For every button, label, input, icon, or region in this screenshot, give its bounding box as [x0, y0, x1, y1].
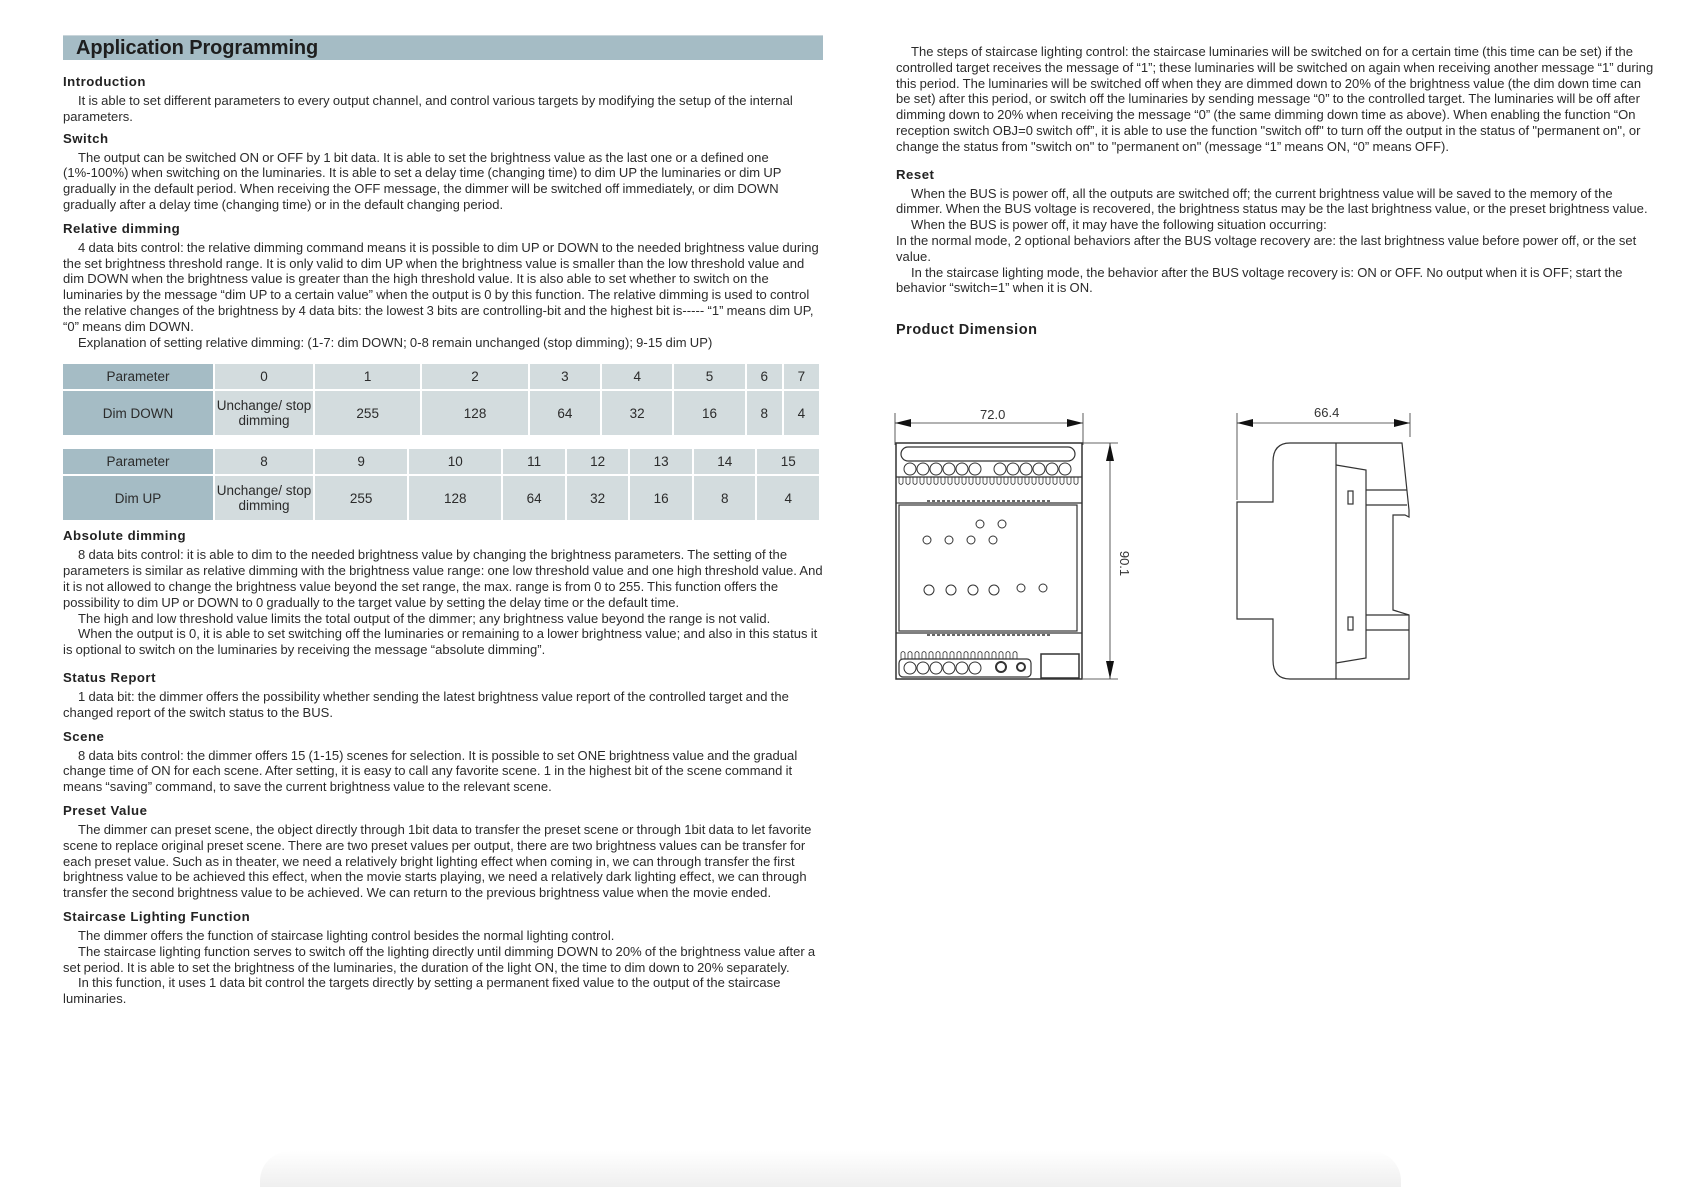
- table-cell: 7: [784, 364, 819, 389]
- table-cell: Parameter: [63, 449, 213, 474]
- section-heading: Scene: [63, 728, 105, 744]
- table-cell: 128: [409, 476, 501, 520]
- section-heading: Absolute dimming: [63, 528, 187, 544]
- front-width-label: 72.0: [980, 407, 1006, 422]
- right-column: [896, 44, 1656, 338]
- section-staircase-lighting: [63, 909, 823, 1007]
- paragraph: The dimmer offers the function of staircase lighting control besides the normal lighting control.: [78, 927, 615, 943]
- table-cell: 16: [674, 391, 744, 435]
- section-heading: Staircase Lighting Function: [63, 908, 251, 924]
- table-cell: 4: [757, 476, 819, 520]
- table-cell: 64: [503, 476, 565, 520]
- table-cell: Parameter: [63, 364, 213, 389]
- table-row: [63, 364, 819, 389]
- table-row: [63, 449, 819, 474]
- relative-dimming-tables: [63, 362, 823, 522]
- table-cell: 9: [315, 449, 407, 474]
- paragraph: When the BUS is power off, all the outputs are switched off; the current brightness value will be saved to the memory of the dimmer. When the BUS voltage is recovered, the brightness status may be the last brightness value, or the preset brightness value.: [896, 185, 1648, 217]
- table-cell: 13: [630, 449, 692, 474]
- section-relative-dimming: [63, 221, 823, 351]
- table-cell: 32: [567, 476, 629, 520]
- section-switch: [63, 131, 823, 213]
- table-cell: 5: [674, 364, 744, 389]
- table-cell: 8: [215, 449, 313, 474]
- table-cell: Dim DOWN: [63, 391, 213, 435]
- section-preset-value: [63, 803, 823, 901]
- table-cell: 1: [315, 364, 420, 389]
- section-heading: Relative dimming: [63, 220, 181, 236]
- paragraph: In the normal mode, 2 optional behaviors after the BUS voltage recovery are: the last brightness value before power off, or the set value.: [896, 232, 1637, 264]
- table-cell: 255: [315, 476, 407, 520]
- side-view-drawing: [1235, 405, 1435, 685]
- page-shadow: [260, 1151, 1401, 1187]
- paragraph: 8 data bits control: the dimmer offers 15 (1-15) scenes for selection. It is possible to set ONE brightness value and the gradual change time of ON for each scene. After setting, it is easy to call any favorite scene. 1 in the highest bit of the scene command it means “saving” command, to save the current brightness value to the relevant scene.: [63, 747, 798, 795]
- paragraph: In the staircase lighting mode, the behavior after the BUS voltage recovery is: ON or OFF. No output when it is OFF; start the behavior “switch=1” when it is ON.: [896, 264, 1623, 296]
- dim-up-table: [61, 447, 821, 522]
- paragraph: 8 data bits control: it is able to dim to the needed brightness value by changing the brightness parameters. The setting of the parameters is similar as relative dimming with the brightness value range: one low threshold value and one high threshold value. And it is not allowed to change the brightness value beyond the set range, the max. range is from 0 to 255. This function offers the possibility to dim UP or DOWN to 0 gradually to the target value by setting the delay time or the default time.: [63, 547, 823, 610]
- table-cell: 4: [602, 364, 672, 389]
- paragraph: The dimmer can preset scene, the object directly through 1bit data to transfer the preset scene or through 1bit data to let favorite scene to replace original preset scene. There are two preset values per output, there are two brightness values can be transfer for each preset value. Such as in theater, we need a relatively bright lighting effect when coming in, we can through transfer the first brightness value to be achieved this effect, when the movie starts playing, we need a relatively dark lighting effect, we can through transfer the second brightness value to be achieved. We can return to the previous brightness value when the movie ended.: [63, 821, 812, 901]
- table-row: [63, 391, 819, 435]
- table-cell: 4: [784, 391, 819, 435]
- table-cell: 64: [530, 391, 600, 435]
- section-heading: Product Dimension: [896, 322, 1038, 339]
- paragraph: The high and low threshold value limits the total output of the dimmer; any brightness value beyond the range is not valid.: [78, 610, 771, 626]
- table-cell: 0: [215, 364, 313, 389]
- table-cell: 6: [747, 364, 782, 389]
- paragraph: The steps of staircase lighting control: the staircase luminaries will be switched on for a certain time (this time can be set) if the controlled target receives the message of “1”; these luminaries will be switched on again when receiving another message “1” during this period. The luminaries will be switched off when they are dimmed down to 20% of the brightness value (the dim down time can be set) after this period, or switch off the luminaries by sending message “0” to the controlled target. The luminaries will be off after dimming down to 20% when receiving the message “0” (the same dimming down time as above). When enabling the function “On reception switch OBJ=0 switch off”, it is able to use the function "switch off" to turn off the output in the status of "permanent on", or change the status from "switch on" to "permanent on" (message “1” means ON, “0” means OFF).: [896, 44, 1654, 154]
- section-introduction: [63, 74, 823, 125]
- table-cell: Dim UP: [63, 476, 213, 520]
- table-cell: 255: [315, 391, 420, 435]
- front-view-drawing: [893, 405, 1133, 685]
- left-column: [63, 35, 823, 1007]
- section-heading: Preset Value: [63, 802, 148, 818]
- table-cell: 14: [694, 449, 756, 474]
- table-cell: 8: [747, 391, 782, 435]
- table-cell: Unchange/ stop dimming: [215, 476, 313, 520]
- table-cell: 3: [530, 364, 600, 389]
- page-title: Application Programming: [63, 35, 823, 60]
- table-cell: 16: [630, 476, 692, 520]
- front-height-label: 90.1: [1117, 550, 1133, 577]
- table-row: [63, 476, 819, 520]
- paragraph: 1 data bit: the dimmer offers the possibility whether sending the latest brightness value report of the controlled target and the changed report of the switch status to the BUS.: [63, 688, 789, 720]
- table-cell: Unchange/ stop dimming: [215, 391, 313, 435]
- paragraph: The staircase lighting function serves to switch off the lighting directly until dimming DOWN to 20% of the brightness value after a set period. It is able to set the brightness of the luminaries, the duration of the light ON, the time to dim down to 20% separately.: [63, 943, 816, 975]
- paragraph: When the output is 0, it is able to set switching off the luminaries or remaining to a lower brightness value; and also in this status it is optional to switch on the luminaries by receiving the message “absolute dimming”.: [63, 626, 818, 658]
- section-product-dimension: [896, 322, 1656, 338]
- dim-down-table: [61, 362, 821, 437]
- section-reset: [896, 167, 1656, 297]
- table-cell: 2: [422, 364, 527, 389]
- section-heading: Switch: [63, 130, 109, 146]
- paragraph: Explanation of setting relative dimming: (1-7: dim DOWN; 0-8 remain unchanged (stop dimming); 9-15 dim UP): [78, 334, 713, 350]
- section-absolute-dimming: [63, 528, 823, 658]
- paragraph: When the BUS is power off, it may have the following situation occurring:: [911, 217, 1327, 233]
- section-scene: [63, 729, 823, 795]
- table-cell: 10: [409, 449, 501, 474]
- section-heading: Introduction: [63, 74, 146, 89]
- side-depth-label: 66.4: [1314, 405, 1340, 420]
- paragraph: It is able to set different parameters to every output channel, and control various targets by modifying the setup of the internal parameters.: [63, 93, 793, 124]
- table-cell: 32: [602, 391, 672, 435]
- table-cell: 128: [422, 391, 527, 435]
- section-heading: Status Report: [63, 669, 156, 685]
- table-cell: 12: [567, 449, 629, 474]
- table-cell: 11: [503, 449, 565, 474]
- table-cell: 15: [757, 449, 819, 474]
- table-cell: 8: [694, 476, 756, 520]
- section-heading: Reset: [896, 166, 935, 182]
- paragraph: In this function, it uses 1 data bit control the targets directly by setting a permanent fixed value to the output of the staircase luminaries.: [63, 975, 781, 1007]
- paragraph: The output can be switched ON or OFF by 1 bit data. It is able to set the brightness value as the last one or a defined one (1%-100%) when switching on the luminaries. It is able to set a delay time (changing time) to dim UP the luminaries or dim UP gradually in the default period. When receiving the OFF message, the dimmer will be switched off immediately, or dim DOWN gradually after a delay time (changing time) or in the default changing period.: [63, 149, 782, 212]
- section-status-report: [63, 670, 823, 721]
- paragraph: 4 data bits control: the relative dimming command means it is possible to dim UP or DOWN to the needed brightness value during the set brightness threshold range. It is only valid to dim UP when the brightness value is smaller than the low threshold value and dim DOWN when the brightness value is greater than the high threshold value. It is also able to set whether to switch on the luminaries by the message “dim UP to a certain value” when the output is 0 by this function. The relative dimming is used to control the relative changes of the brightness by 4 data bits: the lowest 3 bits are controlling-bit and the highest bit is----- “1” means dim UP, “0” means dim DOWN.: [63, 239, 819, 334]
